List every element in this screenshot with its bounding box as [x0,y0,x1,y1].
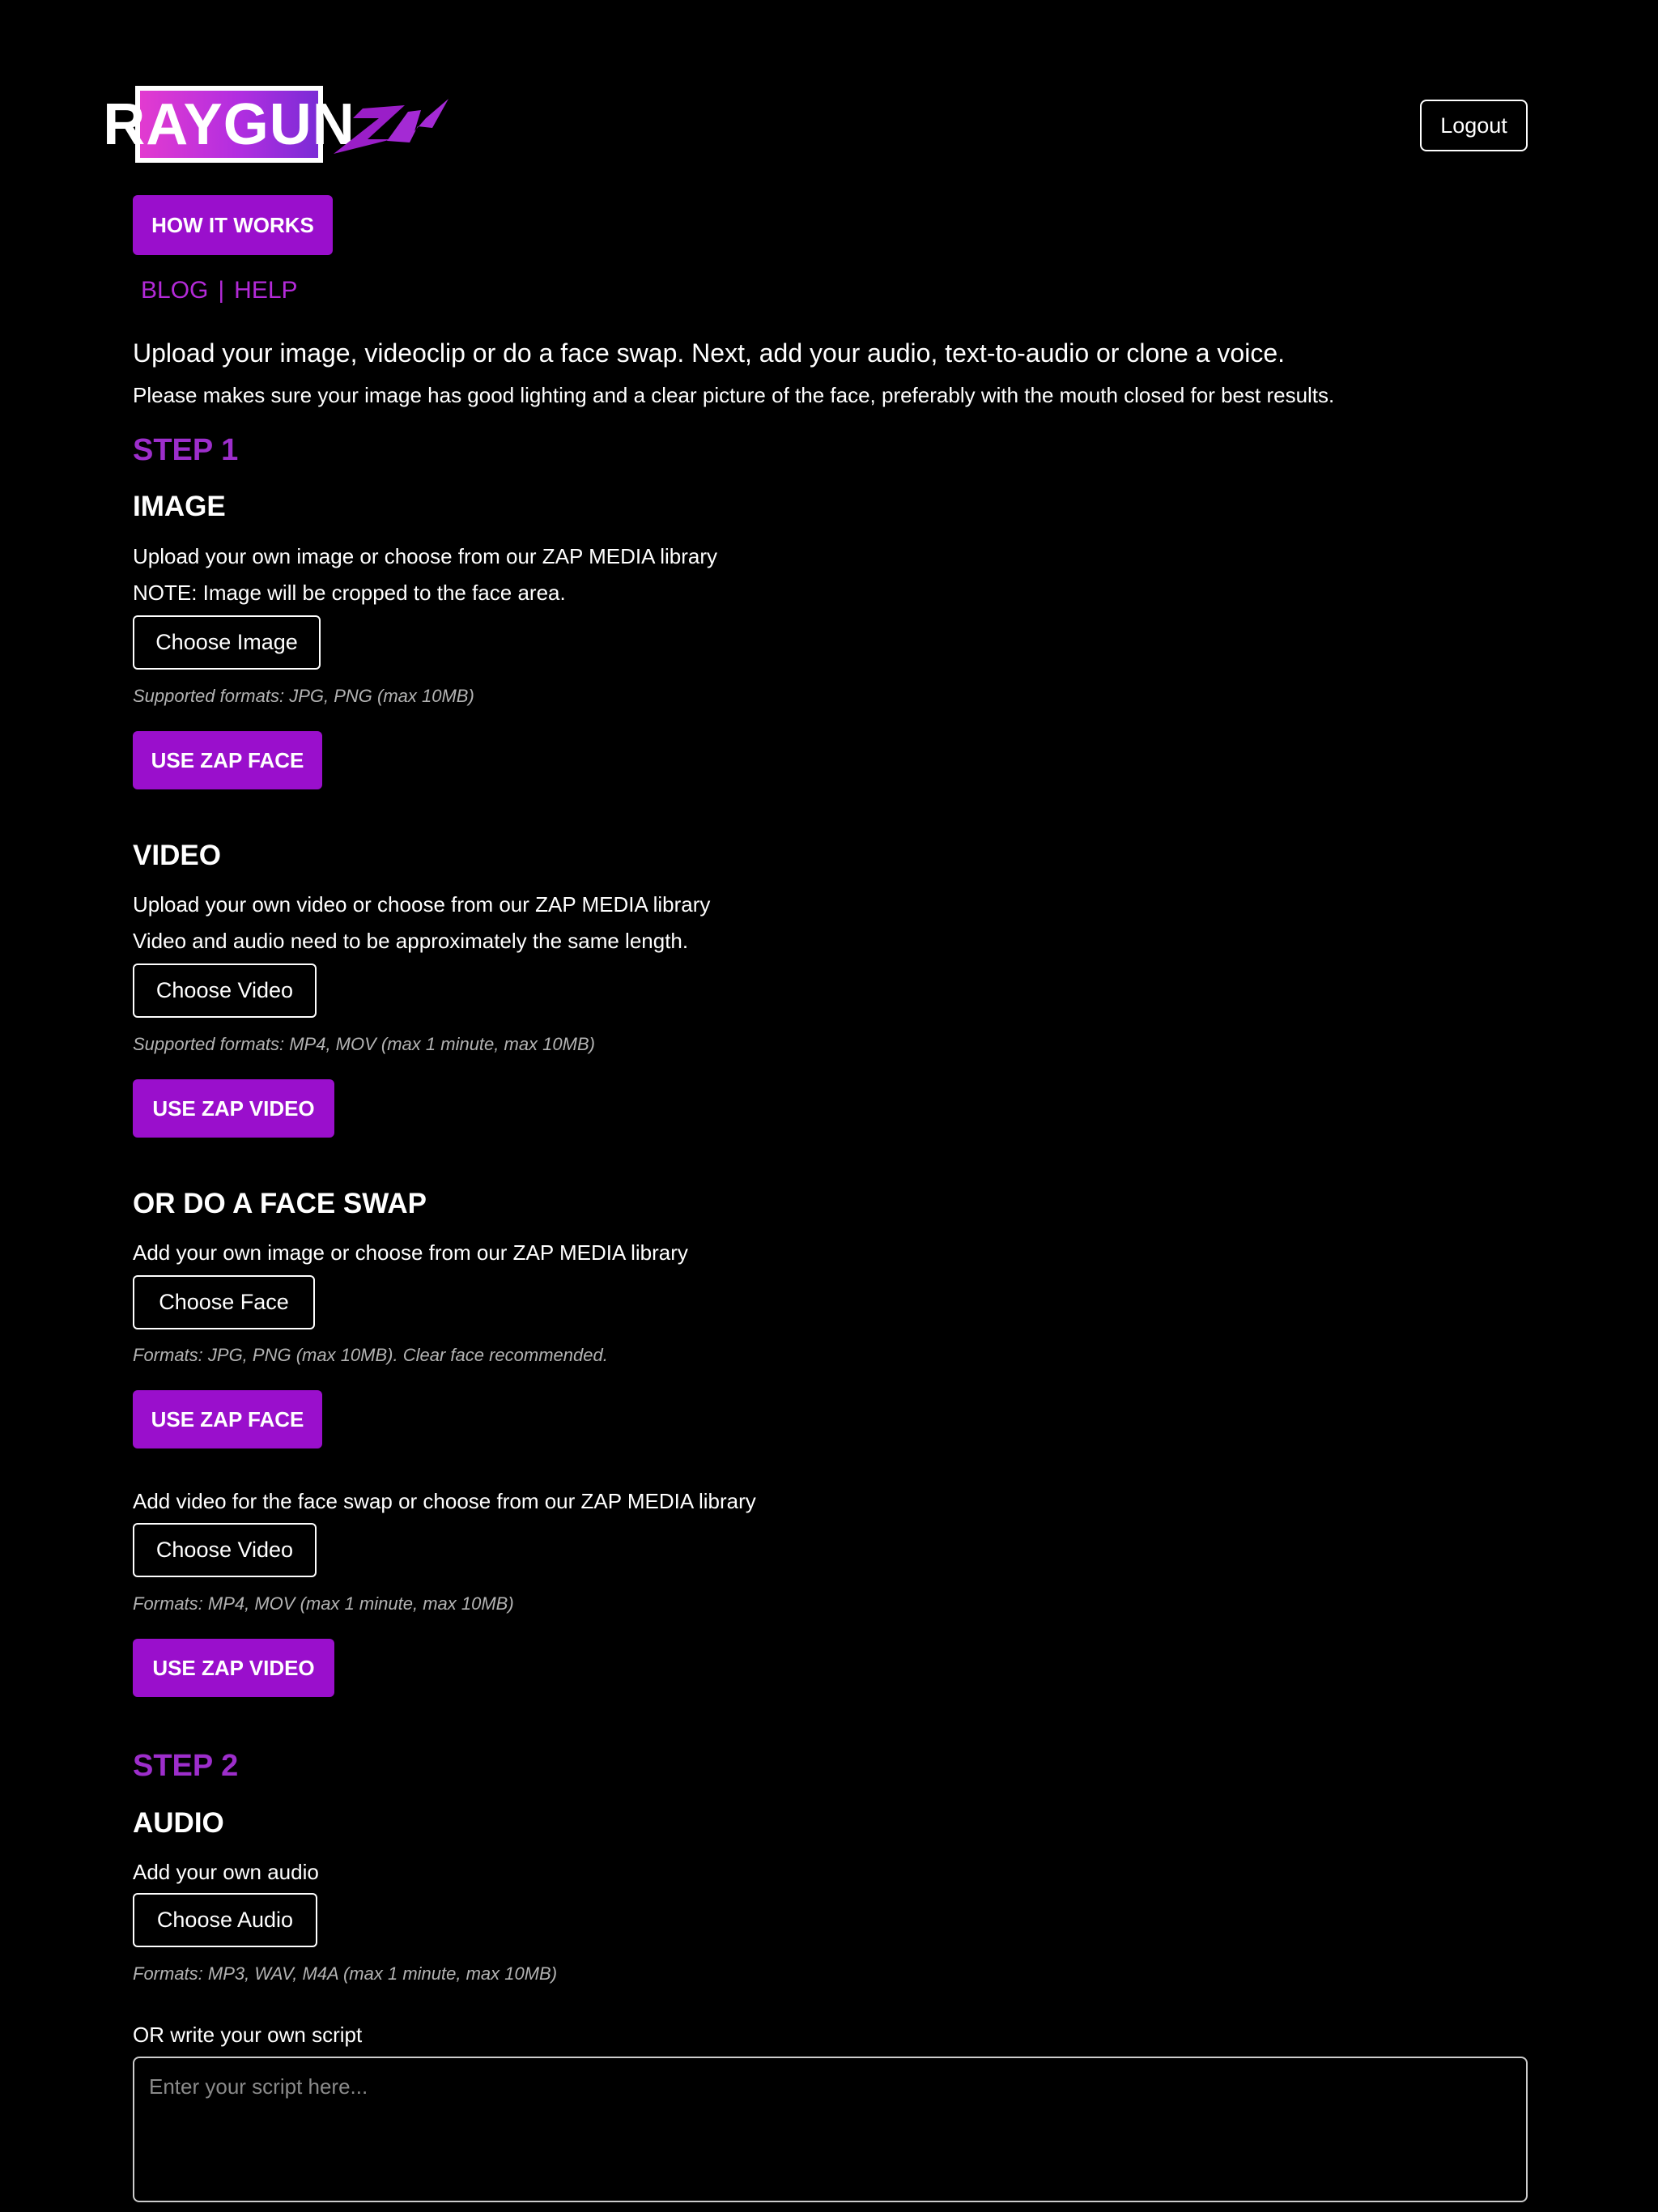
image-heading: IMAGE [133,491,226,522]
raygun-logo-text: RAYGUN [103,91,355,157]
face-swap-use-zap-face-button[interactable]: USE ZAP FACE [133,1390,322,1448]
how-it-works-button[interactable]: HOW IT WORKS [133,195,333,255]
zap-logo-icon [330,94,452,159]
video-length-note: Video and audio need to be approximately the same length. [133,929,689,953]
image-description: Upload your own image or choose from our ZAP MEDIA library [133,544,718,568]
audio-formats-hint: Formats: MP3, WAV, M4A (max 1 minute, max 10MB) [133,1963,558,1984]
image-crop-note: NOTE: Image will be cropped to the face area. [133,581,566,605]
choose-image-button[interactable]: Choose Image [133,615,321,670]
audio-description: Add your own audio [133,1860,319,1884]
choose-face-button[interactable]: Choose Face [133,1275,315,1329]
blog-link[interactable]: BLOG [141,277,209,304]
audio-heading: AUDIO [133,1807,224,1839]
help-link[interactable]: HELP [234,277,298,304]
nav-separator: | [218,277,225,304]
use-zap-face-button[interactable]: USE ZAP FACE [133,731,322,789]
nav-links [141,277,298,304]
use-zap-video-button[interactable]: USE ZAP VIDEO [133,1079,334,1138]
intro-note: Please makes sure your image has good lighting and a clear picture of the face, preferably with the mouth closed for best results. [133,383,1335,407]
face-swap-choose-video-button[interactable]: Choose Video [133,1523,317,1577]
video-description: Upload your own video or choose from our ZAP MEDIA library [133,892,711,917]
raygun-logo[interactable] [103,86,355,163]
face-swap-face-description: Add your own image or choose from our ZAP MEDIA library [133,1240,688,1265]
face-swap-heading: OR DO A FACE SWAP [133,1188,427,1219]
video-formats-hint: Supported formats: MP4, MOV (max 1 minute, max 10MB) [133,1034,595,1054]
choose-audio-button[interactable]: Choose Audio [133,1893,317,1947]
image-formats-hint: Supported formats: JPG, PNG (max 10MB) [133,686,474,706]
script-label: OR write your own script [133,2023,363,2047]
script-textarea[interactable] [133,2057,1528,2202]
intro-text: Upload your image, videoclip or do a face swap. Next, add your audio, text-to-audio or clone a voice. [133,338,1286,368]
step2-title: STEP 2 [133,1749,239,1783]
face-swap-use-zap-video-button[interactable]: USE ZAP VIDEO [133,1639,334,1697]
step1-title: STEP 1 [133,433,239,467]
choose-video-button[interactable]: Choose Video [133,963,317,1018]
face-swap-video-description: Add video for the face swap or choose from our ZAP MEDIA library [133,1489,756,1513]
face-swap-video-formats-hint: Formats: MP4, MOV (max 1 minute, max 10MB) [133,1593,514,1614]
logout-button[interactable]: Logout [1420,100,1528,151]
video-heading: VIDEO [133,840,221,871]
face-formats-hint: Formats: JPG, PNG (max 10MB). Clear face recommended. [133,1345,608,1365]
